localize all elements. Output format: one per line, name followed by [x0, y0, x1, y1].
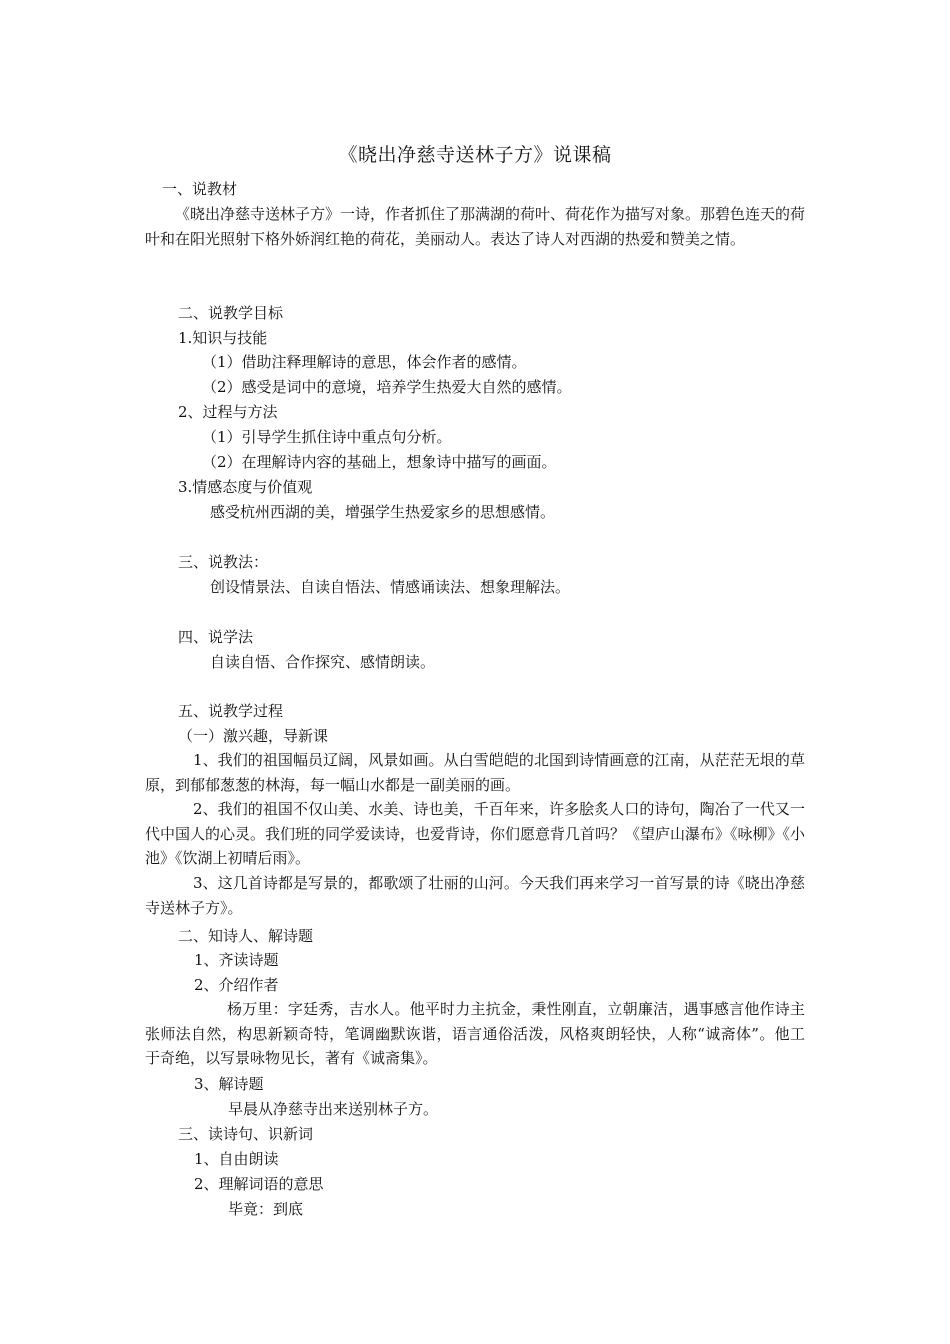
list-item: 2、介绍作者	[194, 976, 279, 994]
subheading: 二、知诗人、解诗题	[178, 927, 314, 945]
list-item: （2）在理解诗内容的基础上，想象诗中描写的画面。	[202, 453, 557, 471]
section-heading: 三、说教法：	[178, 553, 269, 571]
section-heading: 四、说学法	[178, 628, 254, 646]
page-title: 《晓出净慈寺送林子方》说课稿	[338, 144, 612, 166]
paragraph: 2、我们的祖国不仅山美、水美、诗也美，千百年来，许多脍炙人口的诗句，陶冶了一代又一代中国人的心灵。我们班的同学爱读诗，也爱背诗，你们愿意背几首吗？《望庐山瀑布》《咏柳》《小池》《饮湖上初晴后雨》。	[145, 800, 806, 867]
body-text: 早晨从净慈寺出来送别林子方。	[228, 1100, 439, 1118]
list-item: 2、理解词语的意思	[194, 1175, 324, 1193]
body-text: 感受杭州西湖的美，增强学生热爱家乡的思想感情。	[210, 503, 556, 521]
section-heading: 二、说教学目标	[178, 304, 284, 322]
subheading: 1.知识与技能	[178, 329, 268, 347]
list-item: 3、解诗题	[194, 1075, 264, 1093]
paragraph: 3、这几首诗都是写景的，都歌颂了壮丽的山河。今天我们再来学习一首写景的诗《晓出净慈寺送林子方》。	[145, 874, 805, 917]
list-item: 1、自由朗读	[194, 1150, 279, 1168]
paragraph: 1、我们的祖国幅员辽阔，风景如画。从白雪皑皑的北国到诗情画意的江南，从茫茫无垠的草原，到郁郁葱葱的林海，每一幅山水都是一副美丽的画。	[145, 751, 805, 794]
paragraph: 杨万里：字廷秀，吉水人。他平时力主抗金，秉性刚直，立朝廉洁，遇事感言他作诗主张师法自然，构思新颖奇特，笔调幽默诙谐，语言通俗活泼，风格爽朗轻快，人称“诚斋体”。他工于奇绝，以写景咏物见长，著有《诚斋集》。	[145, 1000, 805, 1067]
subheading: 三、读诗句、识新词	[178, 1125, 314, 1143]
subheading: 2、过程与方法	[178, 403, 278, 421]
body-text: 创设情景法、自读自悟法、情感诵读法、想象理解法。	[210, 578, 571, 596]
list-item: （1）借助注释理解诗的意思，体会作者的感情。	[202, 353, 527, 371]
subheading: 3.情感态度与价值观	[178, 478, 313, 496]
body-text: 自读自悟、合作探究、感情朗读。	[210, 653, 436, 671]
list-item: （2）感受是词中的意境，培养学生热爱大自然的感情。	[202, 378, 572, 396]
body-text: 毕竟：到底	[228, 1200, 304, 1218]
paragraph: 《晓出净慈寺送林子方》一诗，作者抓住了那满湖的荷叶、荷花作为描写对象。那碧色连天的荷叶和在阳光照射下格外娇润红艳的荷花，美丽动人。表达了诗人对西湖的热爱和赞美之情。	[145, 205, 806, 248]
section-heading: 一、说教材	[162, 180, 238, 198]
list-item: 1、齐读诗题	[194, 951, 279, 969]
list-item: （1）引导学生抓住诗中重点句分析。	[202, 428, 452, 446]
section-heading: 五、说教学过程	[178, 702, 284, 720]
subheading: （一）激兴趣，导新课	[178, 727, 329, 745]
